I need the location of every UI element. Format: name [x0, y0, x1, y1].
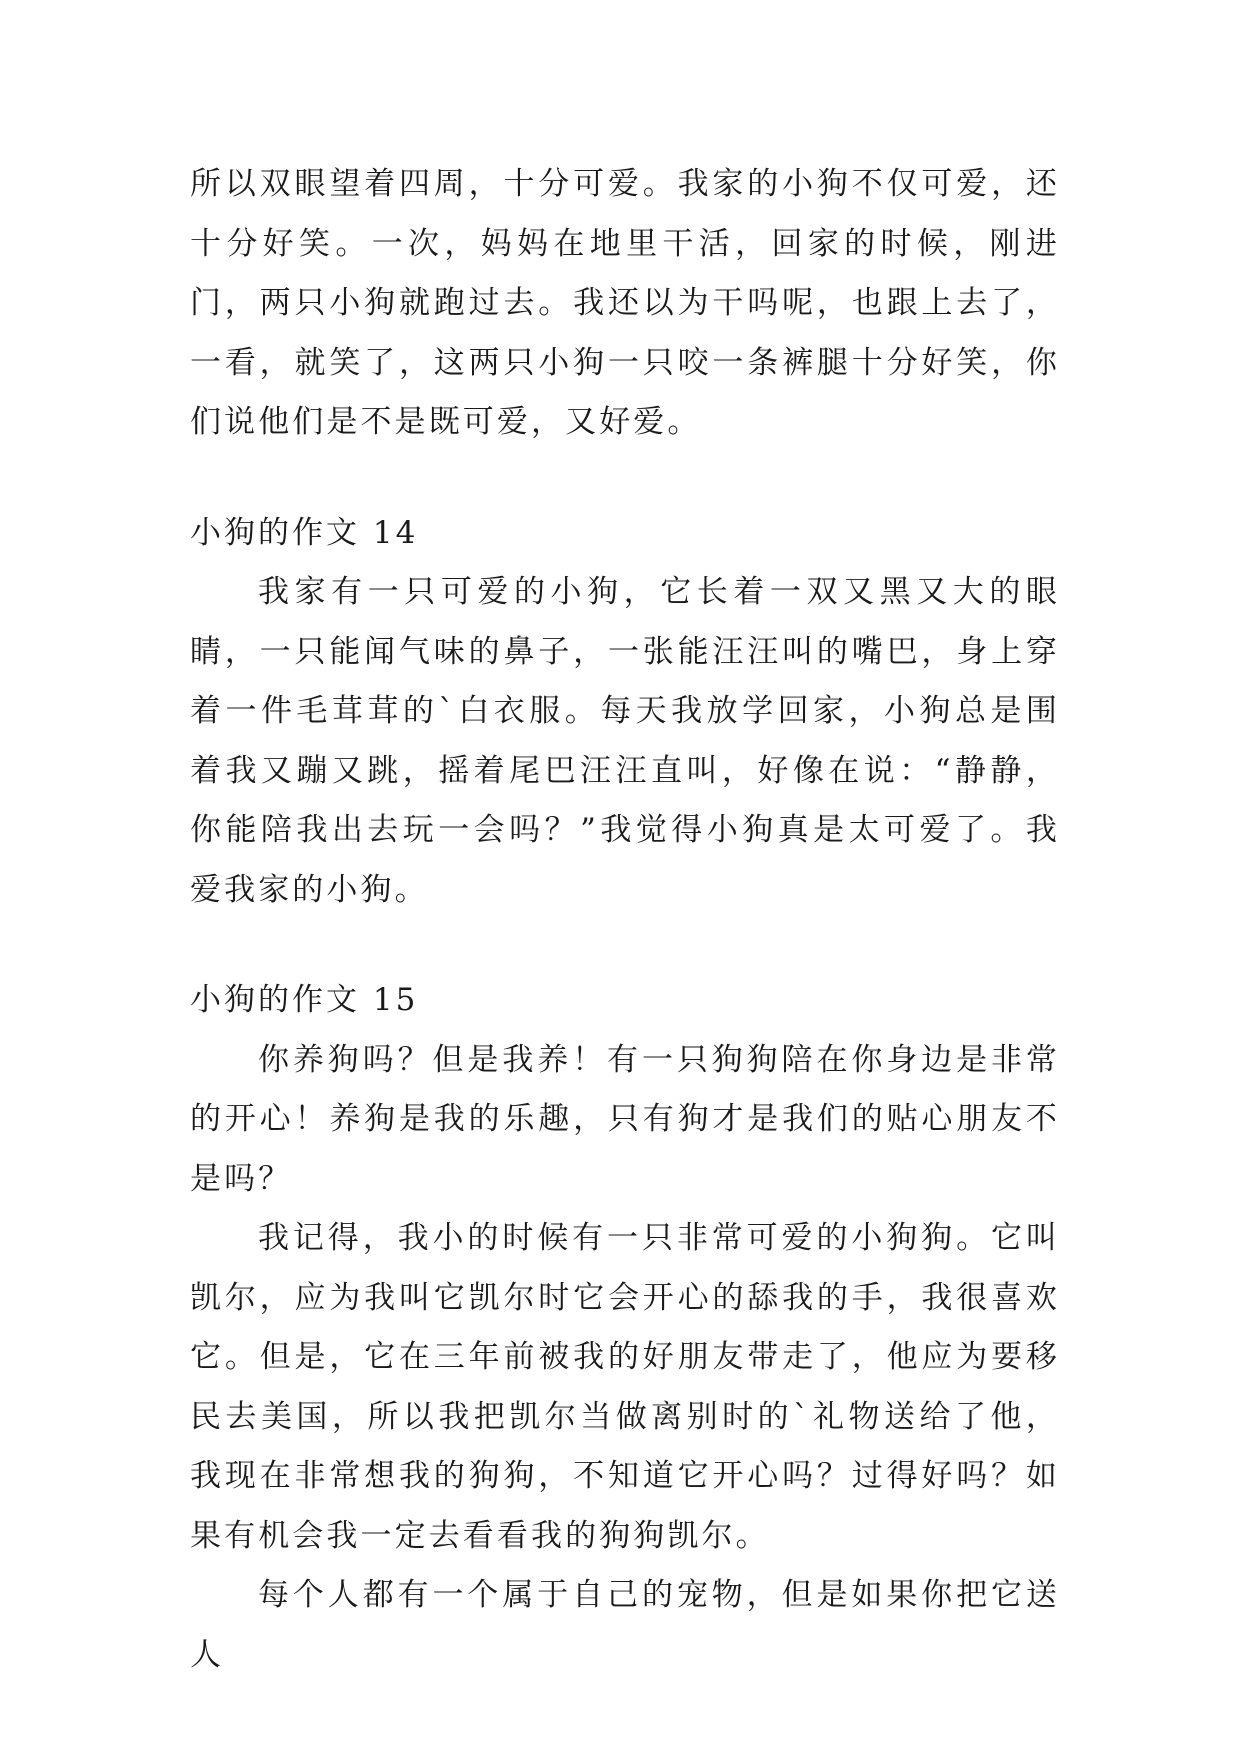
paragraph-1: 所以双眼望着四周，十分可爱。我家的小狗不仅可爱，还十分好笑。一次，妈妈在地里干活，回家的时候，刚进门，两只小狗就跑过去。我还以为干吗呢，也跟上去了，一看，就笑了，这两只小狗一只咬一条裤腿十分好笑，你们说他们是不是既可爱，又好爱。: [190, 166, 1060, 440]
paragraph-5: 每个人都有一个属于自己的宠物，但是如果你把它送人: [190, 1577, 1060, 1673]
paragraph-3: 你养狗吗？但是我养！有一只狗狗陪在你身边是非常的开心！养狗是我的乐趣，只有狗才是我们的贴心朋友不是吗？: [190, 1041, 1060, 1197]
section-heading-15: 小狗的作文 15: [190, 982, 419, 1018]
paragraph-4: 我记得，我小的时候有一只非常可爱的小狗狗。它叫凯尔，应为我叫它凯尔时它会开心的舔我的手，我很喜欢它。但是，它在三年前被我的好朋友带走了，他应为要移民去美国，所以我把凯尔当做离别时的`礼物送给了他，我现在非常想我的狗狗，不知道它开心吗？过得好吗？如果有机会我一定去看看我的狗狗凯尔。: [190, 1220, 1060, 1554]
paragraph-2: 我家有一只可爱的小狗，它长着一双又黑又大的眼睛，一只能闻气味的鼻子，一张能汪汪叫的嘴巴，身上穿着一件毛茸茸的`白衣服。每天我放学回家，小狗总是围着我又蹦又跳，摇着尾巴汪汪直叫，好像在说：“静静，你能陪我出去玩一会吗？”我觉得小狗真是太可爱了。我爱我家的小狗。: [190, 574, 1060, 908]
document-page: [190, 155, 1060, 1685]
section-heading-14: 小狗的作文 14: [190, 514, 419, 551]
